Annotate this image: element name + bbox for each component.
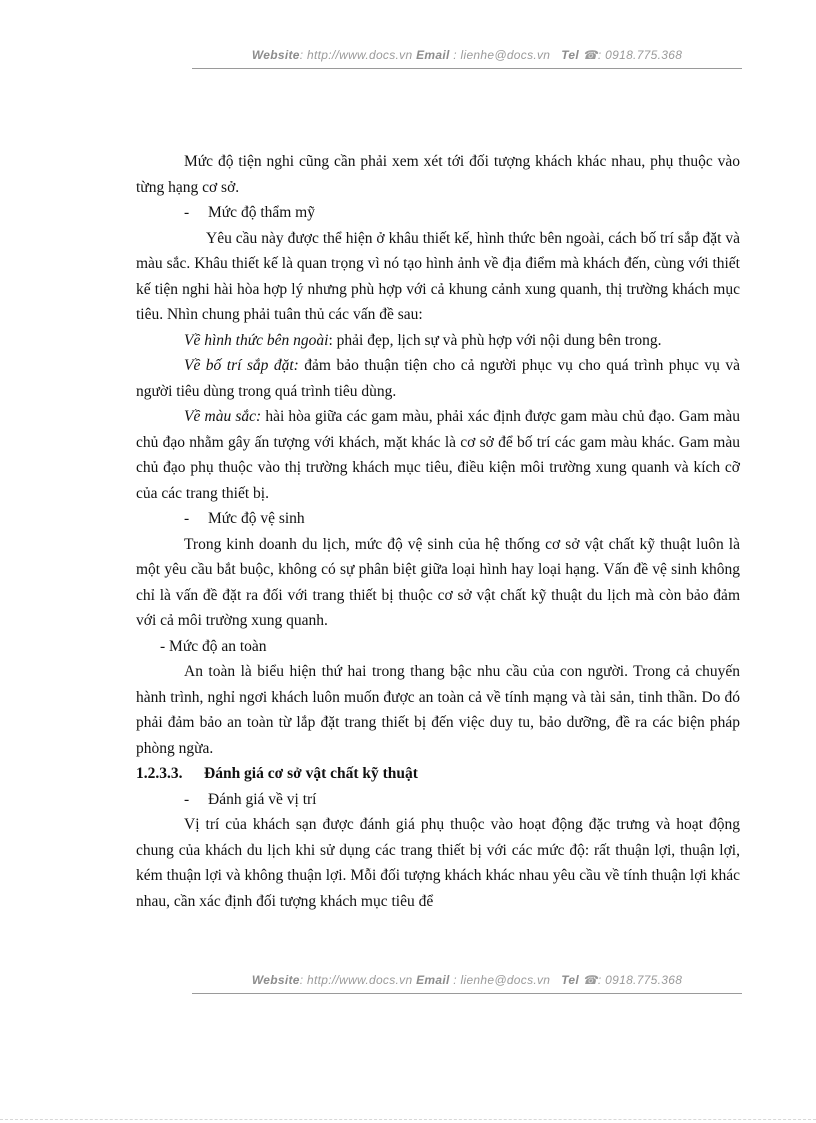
paragraph-text: : phải đẹp, lịch sự và phù hợp với nội dung bên trong. bbox=[328, 331, 662, 349]
footer-website-value: : http://www.docs.vn bbox=[299, 973, 413, 987]
header-tel-value: : 0918.775.368 bbox=[597, 48, 683, 62]
paragraph: Mức độ tiện nghi cũng cần phải xem xét tới đối tượng khách khác nhau, phụ thuộc vào từng hạng cơ sở. bbox=[136, 153, 740, 196]
header-email-value: : lienhe@docs.vn bbox=[453, 48, 551, 62]
paragraph: An toàn là biểu hiện thứ hai trong thang bậc nhu cầu của con người. Trong cả chuyến hành trình, nghỉ ngơi khách luôn muốn được an toàn cả về tính mạng và tài sản, tinh thần. Do đó phải đảm bảo an toàn từ lắp đặt trang thiết bị đến việc duy tu, bảo dưỡng, đề ra các biện pháp phòng ngừa. bbox=[136, 663, 740, 757]
bullet-item bbox=[136, 200, 740, 226]
telephone-icon: ☎ bbox=[582, 48, 598, 62]
footer-tel-label: Tel bbox=[561, 973, 579, 987]
header-tel-label: Tel bbox=[561, 48, 579, 62]
section-heading bbox=[136, 761, 740, 787]
bullet-dash: - bbox=[184, 510, 190, 527]
footer-email-value: : lienhe@docs.vn bbox=[453, 973, 551, 987]
header-rule bbox=[192, 68, 742, 69]
bullet-item bbox=[136, 506, 740, 532]
italic-term: Về hình thức bên ngoài bbox=[184, 331, 329, 349]
header-website-value: : http://www.docs.vn bbox=[299, 48, 413, 62]
document-body bbox=[136, 149, 740, 914]
header-email-label: Email bbox=[416, 48, 450, 62]
bullet-text: Đánh giá về vị trí bbox=[208, 790, 317, 808]
bullet-item bbox=[136, 787, 740, 813]
paragraph: Yêu cầu này được thể hiện ở khâu thiết kế, hình thức bên ngoài, cách bố trí sắp đặt và màu sắc. Khâu thiết kế là quan trọng vì nó tạo hình ảnh về địa điểm mà khách đến, cùng với thiết kế tiện nghi hài hòa hợp lý nhưng phù hợp với cả khung cảnh xung quanh, thị trường khách mục tiêu. Nhìn chung phải tuân thủ các vấn đề sau: bbox=[136, 229, 740, 323]
bullet-item: - Mức độ an toàn bbox=[160, 637, 267, 655]
header-website-label: Website bbox=[251, 48, 300, 62]
paragraph-text: hài hòa giữa các gam màu, phải xác định được gam màu chủ đạo. Gam màu chủ đạo nhằm gây ấn tượng với khách, mặt khác là cơ sở để bố trí các gam màu khác. Gam màu chủ đạo phụ thuộc vào thị trường khách mục tiêu, điều kiện môi trường xung quanh và kích cỡ của các trang thiết bị. bbox=[136, 408, 740, 502]
footer-email-label: Email bbox=[416, 973, 450, 987]
paragraph: Vị trí của khách sạn được đánh giá phụ thuộc vào hoạt động đặc trưng và hoạt động chung của khách du lịch khi sử dụng các trang thiết bị với các mức độ: rất thuận lợi, thuận lợi, kém thuận lợi và không thuận lợi. Mỗi đối tượng khách khác nhau yêu cầu về tính thuận lợi khác nhau, cần xác định đối tượng khách mục tiêu để bbox=[136, 816, 740, 910]
section-title: Đánh giá cơ sở vật chất kỹ thuật bbox=[204, 765, 418, 782]
bullet-text: Mức độ thẩm mỹ bbox=[208, 204, 315, 221]
bullet-text: Mức độ vệ sinh bbox=[208, 510, 305, 527]
page-header bbox=[192, 48, 742, 62]
bullet-dash: - bbox=[184, 790, 190, 808]
paragraph-text: đảm bảo thuận tiện cho cả người phục vụ cho quá trình phục vụ và người tiêu dùng trong quá trình tiêu dùng. bbox=[136, 357, 740, 400]
bullet-dash: - bbox=[184, 204, 190, 221]
page-footer bbox=[192, 973, 742, 987]
page-break-line bbox=[0, 1119, 816, 1120]
italic-term: Về màu sắc: bbox=[184, 408, 262, 425]
paragraph: Trong kinh doanh du lịch, mức độ vệ sinh của hệ thống cơ sở vật chất kỹ thuật luôn là một yêu cầu bắt buộc, không có sự phân biệt giữa loại hình hay loại hạng. Vấn đề vệ sinh không chỉ là vấn đề đặt ra đối với trang thiết bị thuộc cơ sở vật chất kỹ thuật du lịch mà còn bảo đảm với cả môi trường xung quanh. bbox=[136, 535, 740, 629]
footer-tel-value: : 0918.775.368 bbox=[597, 973, 683, 987]
footer-website-label: Website bbox=[251, 973, 300, 987]
paragraph bbox=[136, 404, 740, 506]
paragraph bbox=[136, 328, 740, 354]
telephone-icon: ☎ bbox=[582, 973, 598, 987]
italic-term: Về bố trí sắp đặt: bbox=[184, 357, 299, 374]
section-number: 1.2.3.3. bbox=[136, 765, 183, 782]
paragraph bbox=[136, 353, 740, 404]
footer-rule bbox=[192, 993, 742, 994]
